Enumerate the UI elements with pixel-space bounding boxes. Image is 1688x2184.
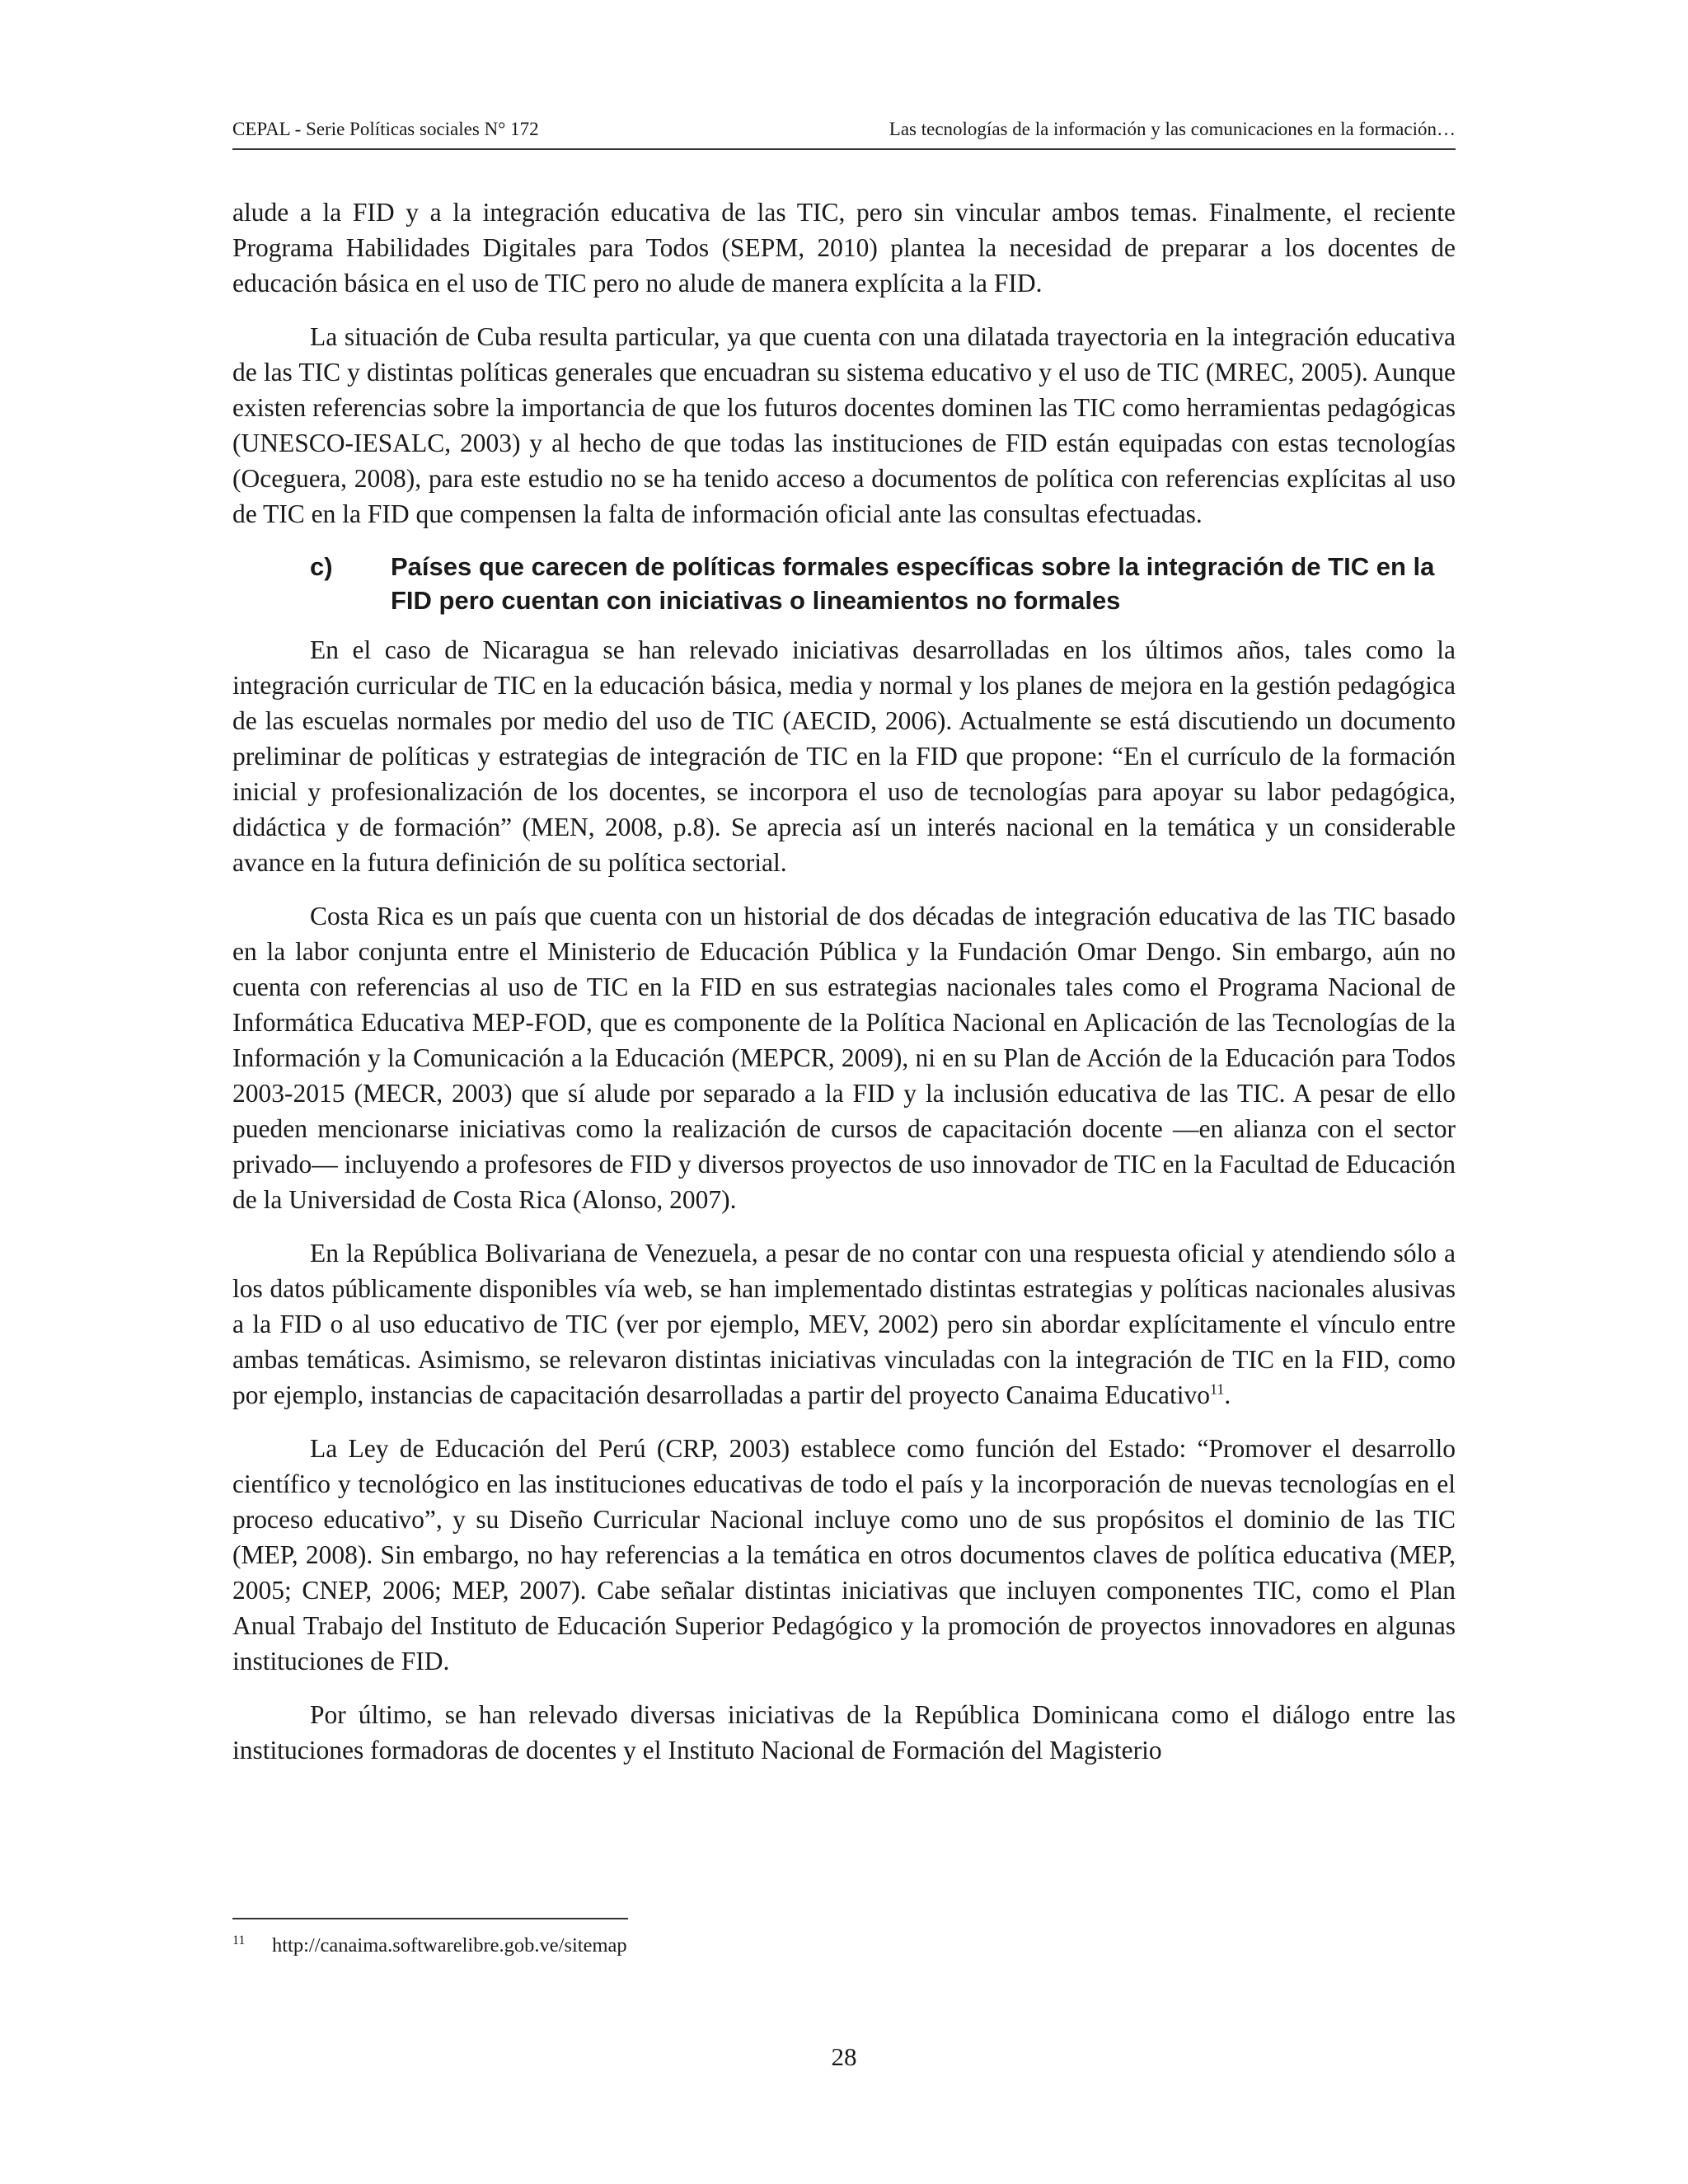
- footnote-url[interactable]: http://canaima.softwarelibre.gob.ve/sitemap: [272, 1934, 627, 1957]
- page-number: 28: [831, 2042, 857, 2071]
- running-header: [232, 115, 1456, 150]
- paragraph-venezuela-text: En la República Bolivariana de Venezuela, a pesar de no contar con una respuesta oficial y atendiendo sólo a los datos públicamente disponibles vía web, se han implementado distintas estrategias y políticas nacionales alusivas a la FID o al uso educativo de TIC (ver por ejemplo, MEV, 2002) pero sin abordar explícitamente el vínculo entre ambas temáticas. Asimismo, se relevaron distintas iniciativas vinculadas con la integración de TIC en la FID, como por ejemplo, instancias de capacitación desarrolladas a partir del proyecto Canaima Educativo: [232, 1239, 1456, 1409]
- paragraph-venezuela-period: .: [1224, 1380, 1231, 1409]
- body-text: [232, 194, 1456, 1786]
- footnote: [232, 1932, 1456, 1962]
- section-heading-marker: c): [310, 552, 333, 581]
- paragraph-costa-rica: Costa Rica es un país que cuenta con un historial de dos décadas de integración educativa de las TIC basado en la labor conjunta entre el Ministerio de Educación Pública y la Fundación Omar Dengo. Sin embargo, aún no cuenta con referencias al uso de TIC en la FID en sus estrategias nacionales tales como el Programa Nacional de Informática Educativa MEP-FOD, que es componente de la Política Nacional en Aplicación de las Tecnologías de la Información y la Comunicación a la Educación (MEPCR, 2009), ni en su Plan de Acción de la Educación para Todos 2003-2015 (MECR, 2003) que sí alude por separado a la FID y la inclusión educativa de las TIC. A pesar de ello pueden mencionarse iniciativas como la realización de cursos de capacitación docente —en alianza con el sector privado— incluyendo a profesores de FID y diversos proyectos de uso innovador de TIC en la Facultad de Educación de la Universidad de Costa Rica (Alonso, 2007).: [232, 902, 1456, 1214]
- paragraph-cuba: La situación de Cuba resulta particular, ya que cuenta con una dilatada trayectoria en la integración educativa de las TIC y distintas políticas generales que encuadran su sistema educativo y el uso de TIC (MREC, 2005). Aunque existen referencias sobre la importancia de que los futuros docentes dominen las TIC como herramientas pedagógicas (UNESCO-IESALC, 2003) y al hecho de que todas las instituciones de FID están equipadas con estas tecnologías (Oceguera, 2008), para este estudio no se ha tenido acceso a documentos de política con referencias explícitas al uso de TIC en la FID que compensen la falta de información oficial ante las consultas efectuadas.: [232, 322, 1456, 528]
- paragraph-nicaragua: En el caso de Nicaragua se han relevado iniciativas desarrolladas en los últimos años, tales como la integración curricular de TIC en la educación básica, media y normal y los planes de mejora en la gestión pedagógica de las escuelas normales por medio del uso de TIC (AECID, 2006). Actualmente se está discutiendo un documento preliminar de políticas y estrategias de integración de TIC en la FID que propone: “En el currículo de la formación inicial y profesionalización de los docentes, se incorpora el uso de tecnologías para apoyar su labor pedagógica, didáctica y de formación” (MEN, 2008, p.8). Se aprecia así un interés nacional en la temática y un considerable avance en la futura definición de su política sectorial.: [232, 635, 1456, 877]
- section-heading-text: Países que carecen de políticas formales específicas sobre la integración de TIC en la FID pero cuentan con iniciativas o lineamientos no formales: [391, 552, 1435, 615]
- header-series-title: CEPAL - Serie Políticas sociales N° 172: [232, 119, 539, 139]
- footnote-reference[interactable]: 11: [1210, 1380, 1225, 1398]
- paragraph-venezuela: [232, 1235, 1456, 1413]
- header-document-title: Las tecnologías de la información y las comunicaciones en la formación…: [889, 119, 1456, 139]
- section-heading-c: [232, 550, 1456, 617]
- paragraph-dominican-republic: Por último, se han relevado diversas iniciativas de la República Dominicana como el diálogo entre las instituciones formadoras de docentes y el Instituto Nacional de Formación del Magisterio: [232, 1700, 1456, 1765]
- paragraph-mexico-continued: alude a la FID y a la integración educativa de las TIC, pero sin vincular ambos temas. Finalmente, el reciente Programa Habilidades Digitales para Todos (SEPM, 2010) plantea la necesidad de preparar a los docentes de educación básica en el uso de TIC pero no alude de manera explícita a la FID.: [232, 198, 1456, 298]
- footnote-number: 11: [232, 1933, 246, 1947]
- footnote-divider: [232, 1918, 628, 1919]
- paragraph-peru: La Ley de Educación del Perú (CRP, 2003) establece como función del Estado: “Promover el desarrollo científico y tecnológico en las instituciones educativas de todo el país y la incorporación de nuevas tecnologías en el proceso educativo”, y su Diseño Curricular Nacional incluye como uno de sus propósitos el dominio de las TIC (MEP, 2008). Sin embargo, no hay referencias a la temática en otros documentos claves de política educativa (MEP, 2005; CNEP, 2006; MEP, 2007). Cabe señalar distintas iniciativas que incluyen componentes TIC, como el Plan Anual Trabajo del Instituto de Educación Superior Pedagógico y la promoción de proyectos innovadores en algunas instituciones de FID.: [232, 1434, 1456, 1675]
